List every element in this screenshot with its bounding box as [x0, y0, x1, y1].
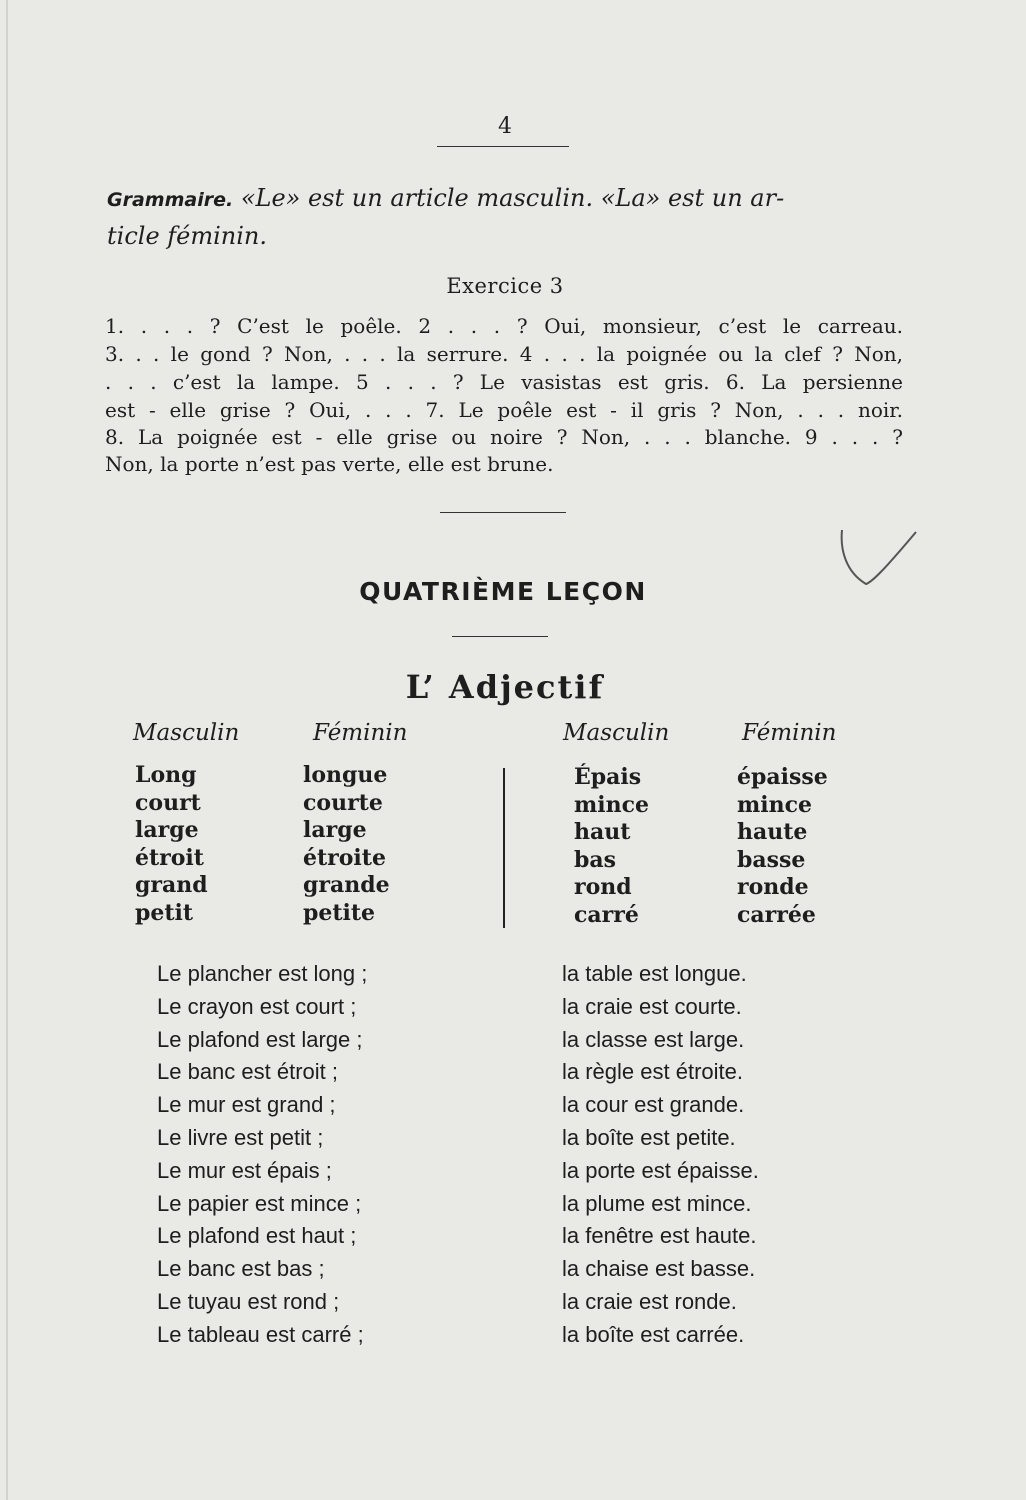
sentence-masculine: Le plafond est large ; [157, 1026, 363, 1052]
exercise-line: 8. La poignée est - elle grise ou noire ? Non, . . . blanche. 9 . . . ? [105, 425, 903, 449]
adjective-word: carrée [737, 901, 816, 928]
sentence-masculine: Le tuyau est rond ; [157, 1288, 340, 1314]
left-feminin-header: Féminin [313, 720, 408, 746]
sentence-masculine: Le mur est grand ; [157, 1092, 336, 1118]
adjective-word: grand [135, 872, 208, 898]
sentence-masculine: Le livre est petit ; [157, 1124, 324, 1150]
adjective-word: courte [303, 789, 383, 816]
sentence-feminine: la craie est ronde. [562, 1288, 737, 1314]
left-masculin-column [135, 762, 208, 927]
lesson-title: QUATRIÈME LEÇON [359, 577, 647, 606]
sentence-feminine: la boîte est petite. [562, 1124, 736, 1150]
adjective-word: mince [737, 791, 813, 818]
adjective-word: étroite [303, 844, 386, 871]
sentence-feminine: la fenêtre est haute. [562, 1223, 757, 1249]
sentence-feminine: la craie est courte. [562, 993, 742, 1019]
masculine-sentences [157, 958, 367, 1352]
page-edge [6, 0, 8, 1500]
sentence-masculine: Le plancher est long ; [157, 961, 368, 986]
adjective-word: basse [737, 846, 806, 873]
adjective-word: épaisse [737, 764, 828, 790]
exercise-line: . . . c’est la lampe. 5 . . . ? Le vasistas est gris. 6. La persienne [105, 370, 903, 394]
grammar-text-line2: ticle féminin. [107, 222, 268, 250]
grammar-note [107, 180, 907, 254]
sentence-feminine: la plume est mince. [562, 1190, 752, 1216]
sentence-feminine: la règle est étroite. [562, 1059, 743, 1085]
sentence-feminine: la porte est épaisse. [562, 1157, 759, 1183]
sentence-masculine: Le plafond est haut ; [157, 1223, 357, 1249]
sentence-masculine: Le banc est bas ; [157, 1256, 325, 1282]
section-title: L’ Adjectif [405, 668, 605, 706]
exercise-line: 1. . . . ? C’est le poêle. 2 . . . ? Oui, monsieur, c’est le carreau. [105, 314, 903, 338]
exercise-line: 3. . . le gond ? Non, . . . la serrure. 4 . . . la poignée ou la clef ? Non, [105, 342, 903, 366]
sentence-masculine: Le crayon est court ; [157, 993, 357, 1019]
right-feminin-column [737, 764, 828, 929]
adjective-word: bas [574, 846, 617, 873]
adjective-word: petit [135, 899, 194, 926]
sentence-feminine: la boîte est carrée. [562, 1321, 745, 1347]
adjective-word: étroit [135, 844, 204, 871]
adjective-word: court [135, 789, 201, 816]
adjective-word: large [303, 817, 367, 843]
adjective-word: grande [303, 872, 390, 898]
left-masculin-header: Masculin [133, 720, 240, 746]
grammar-label: Grammaire. [107, 189, 234, 211]
sentence-feminine: la table est longue. [562, 961, 747, 986]
sentence-masculine: Le tableau est carré ; [157, 1321, 364, 1347]
left-feminin-column [303, 762, 390, 927]
adjective-word: mince [574, 791, 650, 818]
sentence-masculine: Le mur est épais ; [157, 1157, 332, 1183]
sentence-feminine: la classe est large. [562, 1026, 745, 1052]
sentence-feminine: la cour est grande. [562, 1092, 745, 1118]
header-rule [437, 146, 569, 147]
adjective-word: haute [737, 819, 808, 845]
column-divider [503, 768, 505, 928]
adjective-word: carré [574, 901, 639, 928]
adjective-word: large [135, 817, 199, 843]
right-masculin-header: Masculin [563, 720, 670, 746]
adjective-word: ronde [737, 874, 809, 900]
right-feminin-header: Féminin [742, 720, 837, 746]
exercise-title: Exercice 3 [446, 274, 564, 298]
adjective-word: Épais [574, 764, 642, 790]
sentence-masculine: Le banc est étroit ; [157, 1059, 338, 1085]
sentence-masculine: Le papier est mince ; [157, 1190, 362, 1216]
section-rule [440, 512, 566, 513]
adjective-word: Long [135, 762, 197, 788]
adjective-word: petite [303, 899, 376, 926]
right-masculin-column [574, 764, 649, 929]
lesson-rule [452, 636, 548, 637]
grammar-text-line1: «Le» est un article masculin. «La» est un ar- [240, 184, 785, 212]
adjective-word: longue [303, 762, 388, 788]
adjective-word: haut [574, 819, 631, 845]
exercise-line: est - elle grise ? Oui, . . . 7. Le poêle est - il gris ? Non, . . . noir. [105, 398, 903, 422]
adjective-word: rond [574, 874, 632, 900]
exercise-line: Non, la porte n’est pas verte, elle est brune. [105, 452, 554, 476]
sentence-feminine: la chaise est basse. [562, 1256, 756, 1282]
feminine-sentences [562, 958, 759, 1352]
page-number: 4 [498, 114, 512, 139]
